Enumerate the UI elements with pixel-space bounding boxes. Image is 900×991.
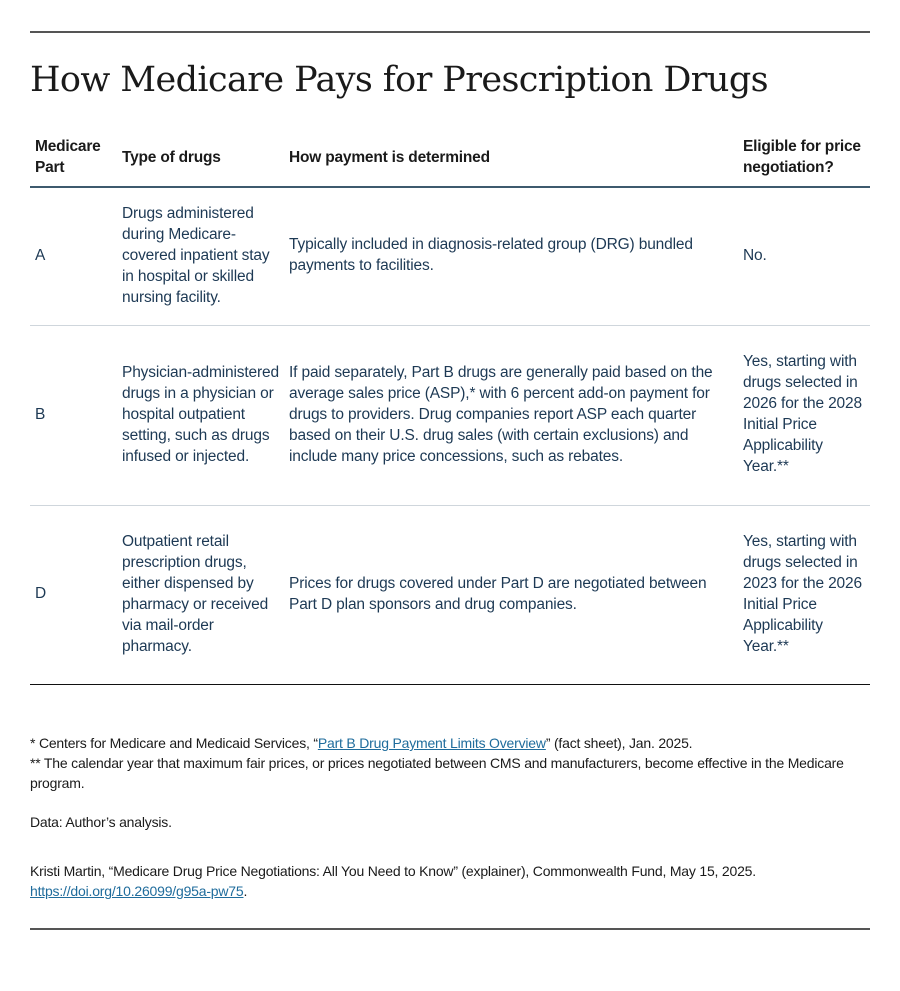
header-type-of-drugs: Type of drugs bbox=[117, 136, 284, 187]
cell-eligible: Yes, starting with drugs selected in 2026 for the 2028 Initial Price Applicability Year.** bbox=[738, 326, 870, 506]
cell-part: B bbox=[30, 326, 117, 506]
header-eligible: Eligible for price negotiation? bbox=[738, 136, 870, 187]
table-row bbox=[30, 506, 870, 685]
doi-suffix: . bbox=[243, 883, 248, 899]
header-medicare-part: Medicare Part bbox=[30, 136, 117, 187]
cell-type: Physician-administered drugs in a physician or hospital outpatient setting, such as drugs infused or injected. bbox=[117, 326, 284, 506]
part-b-drug-payment-limits-link[interactable]: Part B Drug Payment Limits Overview bbox=[317, 735, 546, 751]
cell-part: D bbox=[30, 506, 117, 685]
footnote-2: ** The calendar year that maximum fair prices, or prices negotiated between CMS and manufacturers, become effective in the Medicare program. bbox=[30, 755, 844, 791]
cell-part: A bbox=[30, 187, 117, 326]
spacer bbox=[30, 832, 870, 861]
citation-text: Kristi Martin, “Medicare Drug Price Negotiations: All You Need to Know” (explainer), Commonwealth Fund, May 15, 2025. bbox=[30, 863, 756, 879]
top-rule bbox=[30, 31, 870, 33]
cell-type: Outpatient retail prescription drugs, either dispensed by pharmacy or received via mail-order pharmacy. bbox=[117, 506, 284, 685]
footnote-1-suffix: ” (fact sheet), Jan. 2025. bbox=[545, 735, 693, 751]
table-row bbox=[30, 187, 870, 326]
table-row bbox=[30, 326, 870, 506]
spacer bbox=[30, 793, 870, 812]
data-source: Data: Author’s analysis. bbox=[30, 814, 172, 830]
bottom-rule bbox=[30, 928, 870, 930]
citation bbox=[30, 861, 870, 901]
cell-type: Drugs administered during Medicare-covered inpatient stay in hospital or skilled nursing facility. bbox=[117, 187, 284, 326]
table-header-row bbox=[30, 136, 870, 187]
cell-eligible: No. bbox=[738, 187, 870, 326]
cell-payment: If paid separately, Part B drugs are generally paid based on the average sales price (ASP),* with 6 percent add-on payment for drugs to providers. Drug companies report ASP each quarter based on their U.S. drug sales (with certain exclusions) and include many price concessions, such as rebates. bbox=[284, 326, 738, 506]
doi-link[interactable]: https://doi.org/10.26099/g95a-pw75 bbox=[30, 883, 244, 899]
footnote-1-prefix: * Centers for Medicare and Medicaid Services, “ bbox=[30, 735, 318, 751]
header-payment: How payment is determined bbox=[284, 136, 738, 187]
cell-eligible: Yes, starting with drugs selected in 2023 for the 2026 Initial Price Applicability Year.** bbox=[738, 506, 870, 685]
notes-section bbox=[30, 733, 870, 901]
cell-payment: Typically included in diagnosis-related group (DRG) bundled payments to facilities. bbox=[284, 187, 738, 326]
medicare-payment-table bbox=[30, 136, 870, 685]
page-title: How Medicare Pays for Prescription Drugs bbox=[30, 60, 769, 100]
footnote-1 bbox=[30, 733, 870, 753]
cell-payment: Prices for drugs covered under Part D are negotiated between Part D plan sponsors and drug companies. bbox=[284, 506, 738, 685]
